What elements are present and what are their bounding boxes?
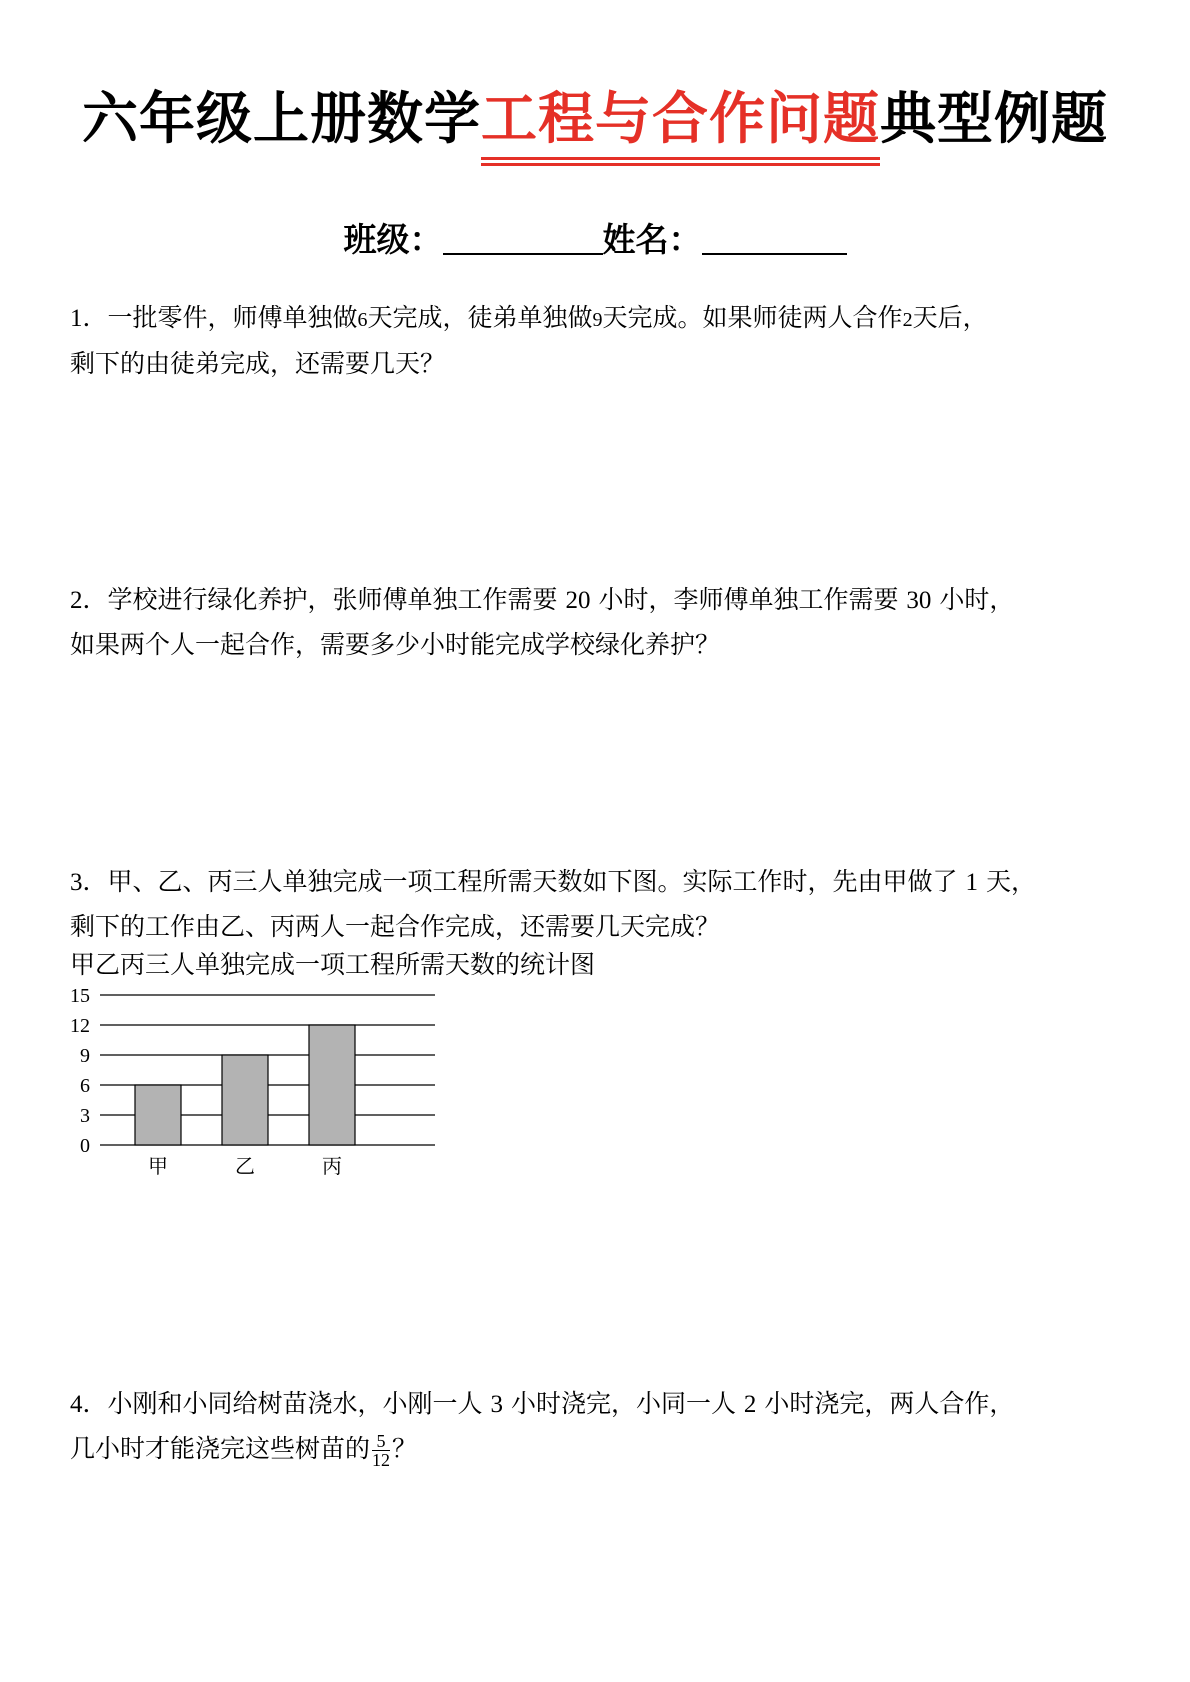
question-text: 学校进行绿化养护，张师傅单独工作需要: [107, 585, 558, 614]
chart-bar: [222, 1055, 268, 1145]
question-3-line-1: [70, 860, 1130, 905]
question-2-line-2: 如果两个人一起合作，需要多少小时能完成学校绿化养护？: [70, 630, 721, 659]
chart-x-tick-label: 丙: [322, 1156, 342, 1178]
title-highlight: [481, 84, 880, 156]
chart-bar: [135, 1085, 181, 1145]
question-value: 2: [902, 309, 913, 331]
chart-bar: [309, 1025, 355, 1145]
class-label: 班级：: [343, 220, 443, 259]
title-highlight-text: 工程与合作问题: [481, 87, 880, 152]
fraction-numerator: 5: [372, 1432, 390, 1451]
title-underline: [481, 157, 880, 160]
chart-y-tick-label: 6: [80, 1075, 90, 1097]
question-text: 天，: [985, 867, 1036, 896]
question-value: 1: [965, 869, 978, 896]
question-3: [70, 860, 1130, 949]
question-3-line-2: 剩下的工作由乙、丙两人一起合作完成，还需要几天完成？: [70, 912, 721, 941]
question-value: 3: [490, 1391, 503, 1418]
chart-y-tick-label: 0: [80, 1135, 90, 1157]
fraction: [372, 1432, 390, 1469]
bar-chart: [60, 984, 450, 1184]
question-number: 1．: [70, 305, 108, 332]
question-number: 2．: [70, 587, 108, 614]
question-4-line-1: [70, 1382, 1130, 1427]
name-blank-field[interactable]: [702, 223, 847, 255]
title-part1: 六年级上册数学: [82, 87, 481, 152]
question-4-line-2: [70, 1427, 1130, 1471]
question-text: 小刚和小同给树苗浇水，小刚一人: [107, 1389, 483, 1418]
question-text: 甲、乙、丙三人单独完成一项工程所需天数如下图。实际工作时，先由甲做了: [107, 867, 958, 896]
question-text: 小时浇完，小同一人: [510, 1389, 736, 1418]
title-underline-second: [481, 163, 880, 166]
chart-y-ticks: [70, 985, 90, 1157]
question-value: 9: [592, 309, 603, 331]
question-value: 6: [357, 309, 368, 331]
chart-title: 甲乙丙三人单独完成一项工程所需天数的统计图: [70, 950, 596, 979]
question-text: 天完成。如果师徒两人合作: [602, 303, 903, 332]
chart-x-tick-label: 乙: [235, 1156, 255, 1178]
question-text: 小时，李师傅单独工作需要: [598, 585, 899, 614]
question-text: ？: [392, 1434, 418, 1463]
page-title: [0, 84, 1190, 156]
question-2-line-1: [70, 578, 1130, 623]
title-part2: 典型例题: [880, 87, 1108, 152]
question-1-line-1: [70, 296, 1130, 342]
question-1: [70, 296, 1130, 386]
question-text: 小时，: [939, 585, 1015, 614]
chart-y-tick-label: 15: [70, 985, 90, 1007]
chart-y-tick-label: 3: [80, 1105, 90, 1127]
question-4: [70, 1382, 1130, 1471]
question-2: [70, 578, 1130, 667]
name-label: 姓名：: [602, 220, 702, 259]
question-text: 小时浇完，两人合作，: [764, 1389, 1015, 1418]
question-value: 2: [743, 1391, 757, 1418]
chart-bars: [135, 1025, 355, 1145]
chart-y-tick-label: 9: [80, 1045, 90, 1067]
question-text: 一批零件，师傅单独做: [107, 303, 358, 332]
question-number: 4．: [70, 1391, 108, 1418]
chart-x-ticks: [148, 1156, 342, 1178]
chart-y-tick-label: 12: [70, 1015, 90, 1037]
question-text: 天完成，徒弟单独做: [367, 303, 593, 332]
question-text: 天后，: [912, 303, 988, 332]
question-value: 20: [565, 587, 591, 614]
question-1-line-2: 剩下的由徒弟完成，还需要几天？: [70, 349, 446, 378]
question-text: 几小时才能浇完这些树苗的: [70, 1434, 371, 1463]
student-info: [0, 214, 1190, 261]
class-blank-field[interactable]: [443, 223, 603, 255]
fraction-denominator: 12: [372, 1449, 391, 1470]
chart-x-tick-label: 甲: [148, 1156, 168, 1178]
question-value: 30: [906, 587, 932, 614]
question-number: 3．: [70, 869, 108, 896]
